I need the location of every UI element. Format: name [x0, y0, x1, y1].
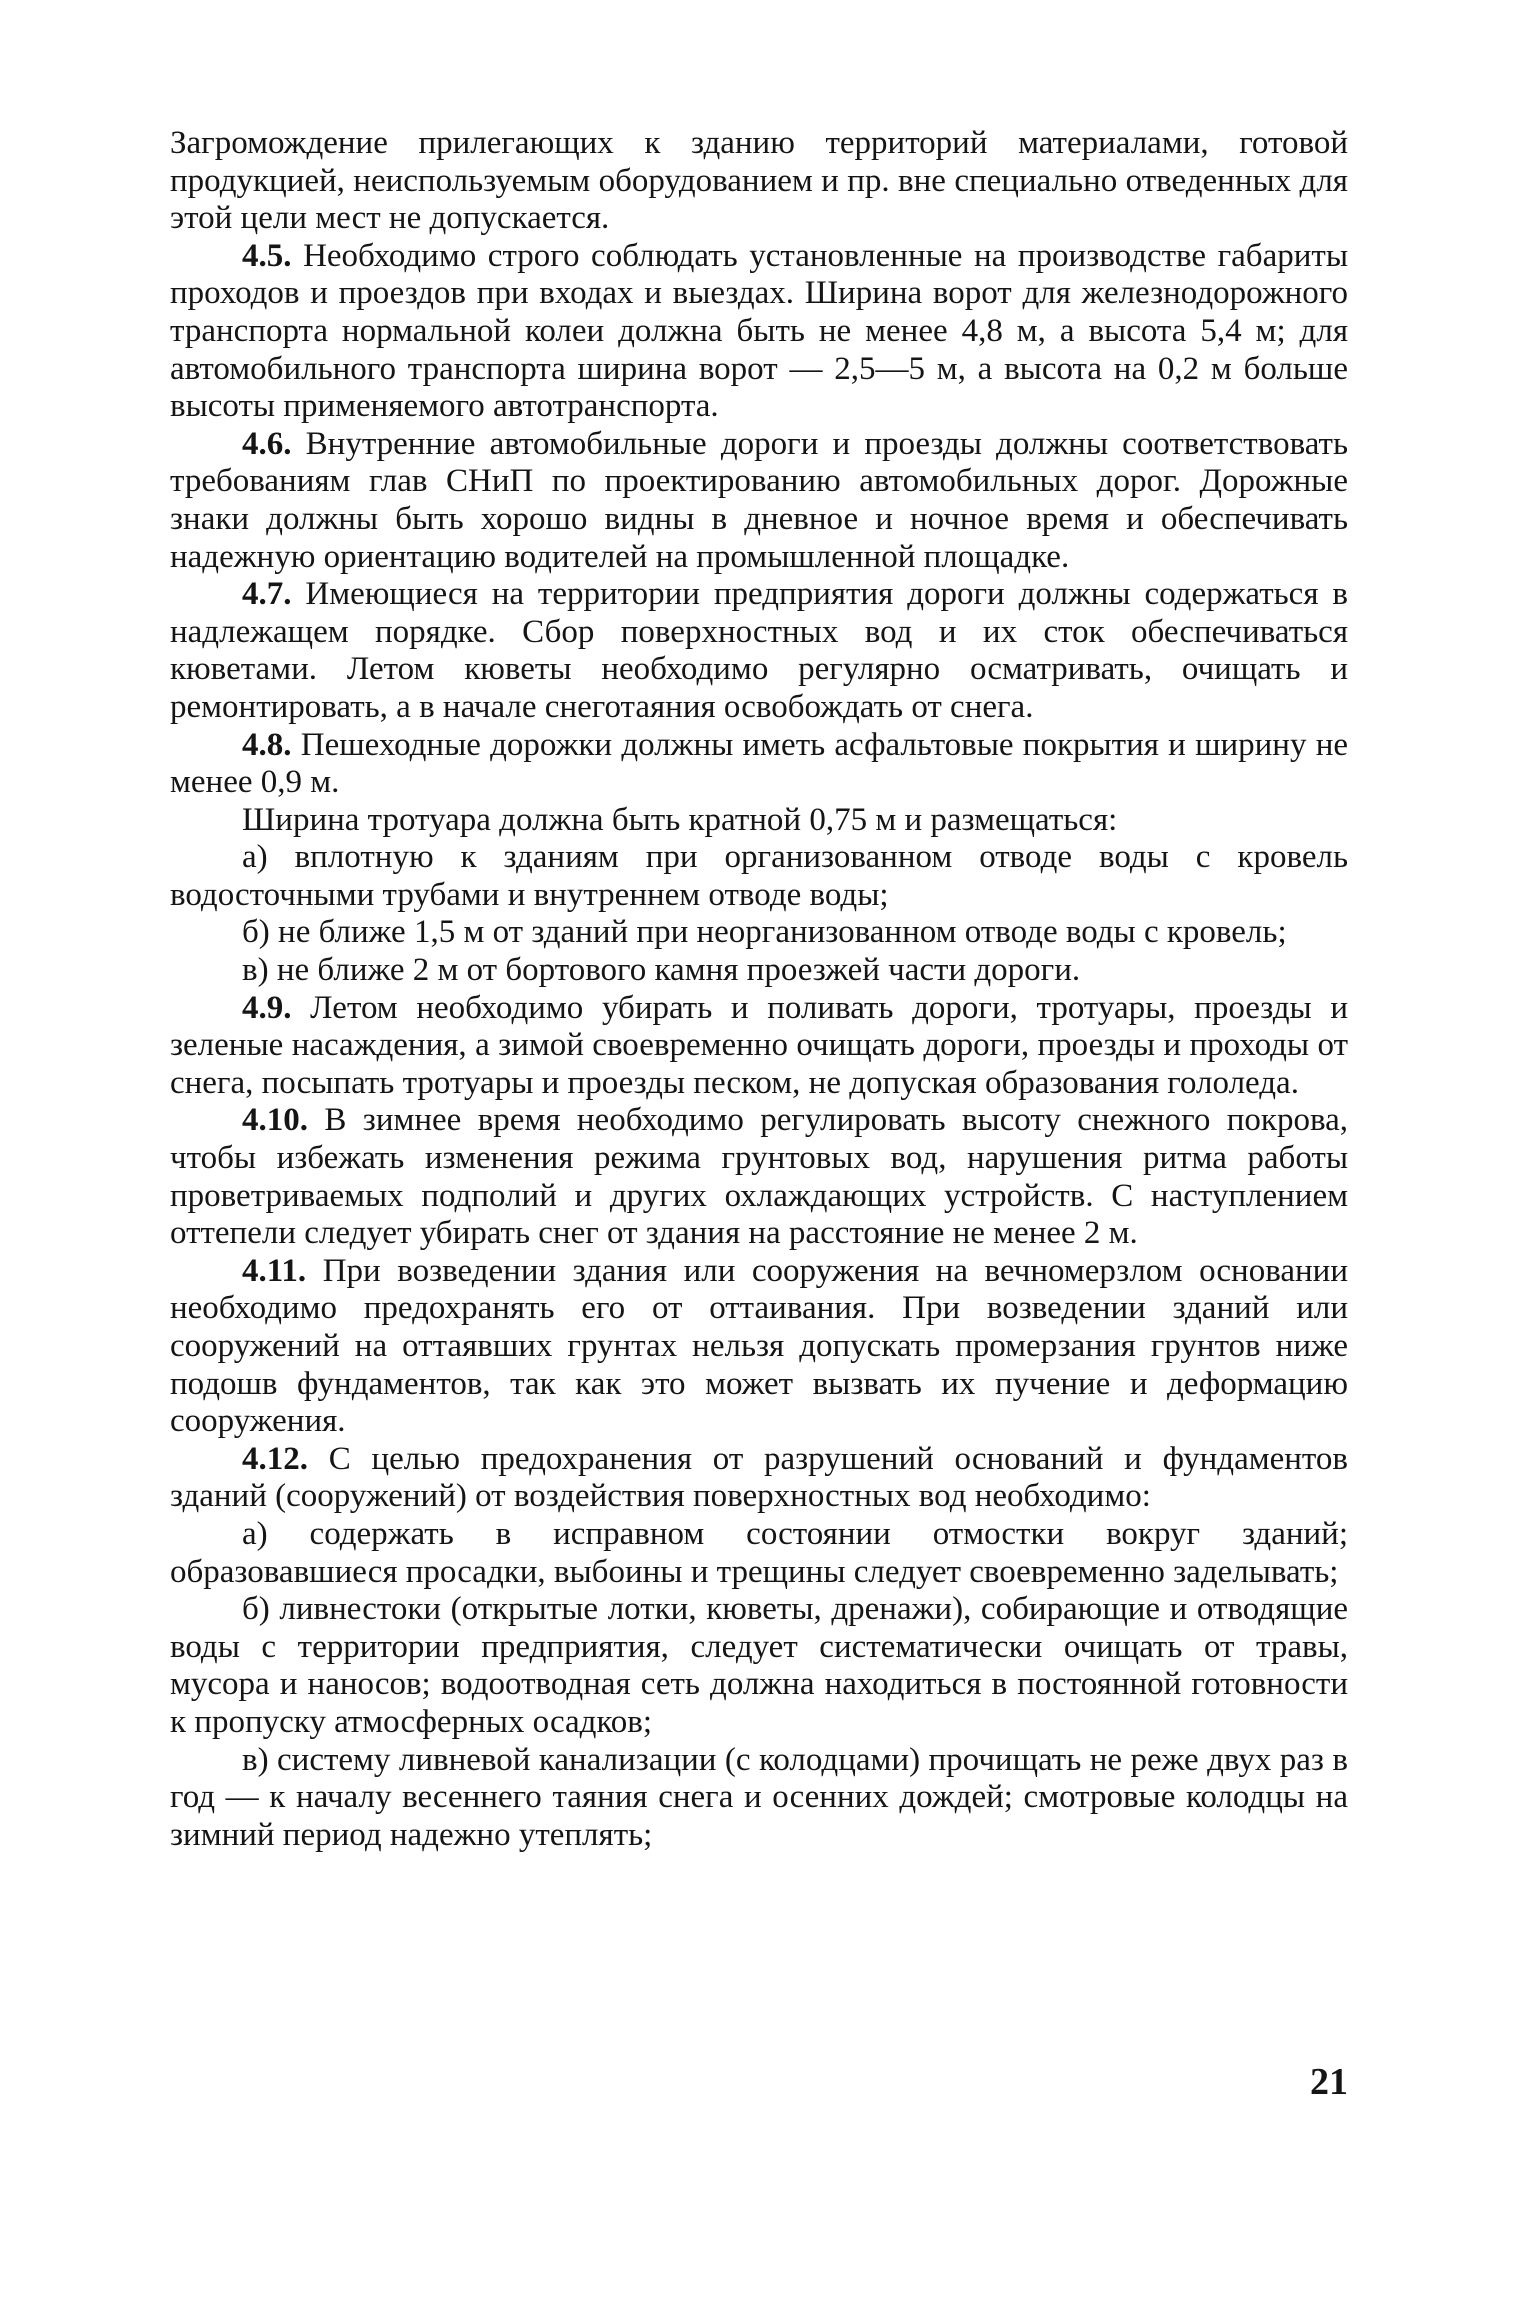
paragraph-4-12 [170, 1441, 1348, 1516]
paragraph-text: б) не ближе 1,5 м от зданий при неорганизованном отводе воды с кровель; [242, 914, 1287, 951]
list-item-c [170, 952, 1348, 990]
paragraph-4-10 [170, 1102, 1348, 1252]
paragraph-text: в) не ближе 2 м от бортового камня проезжей части дороги. [242, 952, 1081, 989]
paragraph-text: Необходимо строго соблюдать установленные на производстве габариты проходов и проездов при входах и выездах. Ширина ворот для железнодорожного транспорта нормальной колеи должна быть не менее 4,8 м, а высота 5,4 м; для автомобильного транспорта ширина ворот — 2,5—5 м, а высота на 0,2 м больше высоты применяемого автотранспорта. [170, 237, 1348, 425]
paragraph-text: Ширина тротуара должна быть кратной 0,75 м и размещаться: [242, 801, 1118, 838]
list-item-c-2 [170, 1742, 1348, 1855]
paragraph-number: 4.6. [242, 425, 292, 462]
paragraph-4-6 [170, 426, 1348, 576]
list-item-b-2 [170, 1591, 1348, 1741]
paragraph-number: 4.5. [242, 237, 292, 274]
paragraph-text: Пешеходные дорожки должны иметь асфальтовые покрытия и ширину не менее 0,9 м. [170, 726, 1348, 801]
paragraph-number: 4.12. [242, 1440, 308, 1477]
list-item-a [170, 839, 1348, 914]
list-item-a-2 [170, 1516, 1348, 1591]
body-text [170, 125, 1348, 1854]
paragraph-text: С целью предохранения от разрушений оснований и фундаментов зданий (сооружений) от воздействия поверхностных вод необходимо: [170, 1440, 1348, 1515]
paragraph-4-5 [170, 238, 1348, 426]
paragraph-text: При возведении здания или сооружения на вечномерзлом основании необходимо предохранять его от оттаивания. При возведении зданий или сооружений на оттаявших грунтах нельзя допускать промерзания грунтов ниже подошв фундаментов, так как это может вызвать их пучение и деформацию сооружения. [170, 1252, 1348, 1440]
intro-paragraph: Загромождение прилегающих к зданию территорий материалами, готовой продукцией, неиспользуемым оборудованием и пр. вне специально отведенных для этой цели мест не допускается. [170, 125, 1348, 237]
paragraph-text: Внутренние автомобильные дороги и проезды должны соответствовать требованиям глав СНиП по проектированию автомобильных дорог. Дорожные знаки должны быть хорошо видны в дневное и ночное время и обеспечивать надежную ориентацию водителей на промышленной площадке. [170, 425, 1348, 575]
paragraph-4-7 [170, 576, 1348, 726]
paragraph-number: 4.7. [242, 576, 292, 613]
paragraph-text: В зимнее время необходимо регулировать высоту снежного покрова, чтобы избежать изменения режима грунтовых вод, нарушения ритма работы проветриваемых подполий и других охлаждающих устройств. С наступлением оттепели следует убирать снег от здания на расстояние не менее 2 м. [170, 1102, 1348, 1252]
paragraph-text: Летом необходимо убирать и поливать дороги, тротуары, проезды и зеленые насаждения, а зимой своевременно очищать дороги, проезды и проходы от снега, посыпать тротуары и проезды песком, не допуская образования гололеда. [170, 989, 1348, 1101]
paragraph-sidewalk-width [170, 802, 1348, 840]
paragraph-number: 4.10. [242, 1102, 308, 1139]
paragraph-text: а) содержать в исправном состоянии отмостки вокруг зданий; образовавшиеся просадки, выбоины и трещины следует своевременно заделывать; [170, 1515, 1348, 1590]
paragraph-4-11 [170, 1253, 1348, 1441]
paragraph-text: б) ливнестоки (открытые лотки, кюветы, дренажи), собирающие и отводящие воды с территории предприятия, следует систематически очищать от травы, мусора и наносов; водоотводная сеть должна находиться в постоянной готовности к пропуску атмосферных осадков; [170, 1591, 1348, 1740]
paragraph-number: 4.9. [242, 989, 292, 1026]
list-item-b [170, 914, 1348, 952]
paragraph-text: в) систему ливневой канализации (с колодцами) прочищать не реже двух раз в год — к началу весеннего таяния снега и осенних дождей; смотровые колодцы на зимний период надежно утеплять; [170, 1741, 1348, 1853]
paragraph-4-9 [170, 990, 1348, 1103]
paragraph-4-8 [170, 727, 1348, 802]
paragraph-number: 4.11. [242, 1252, 307, 1289]
paragraph-text: а) вплотную к зданиям при организованном отводе воды с кровель водосточными трубами и внутреннем отводе воды; [170, 839, 1348, 913]
paragraph-number: 4.8. [242, 726, 292, 763]
paragraph-text: Имеющиеся на территории предприятия дороги должны содержаться в надлежащем порядке. Сбор поверхностных вод и их сток обеспечиваться кюветами. Летом кюветы необходимо регулярно осматривать, очищать и ремонтировать, а в начале снеготаяния освобождать от снега. [170, 576, 1348, 725]
page-number: 21 [1310, 2061, 1348, 2103]
